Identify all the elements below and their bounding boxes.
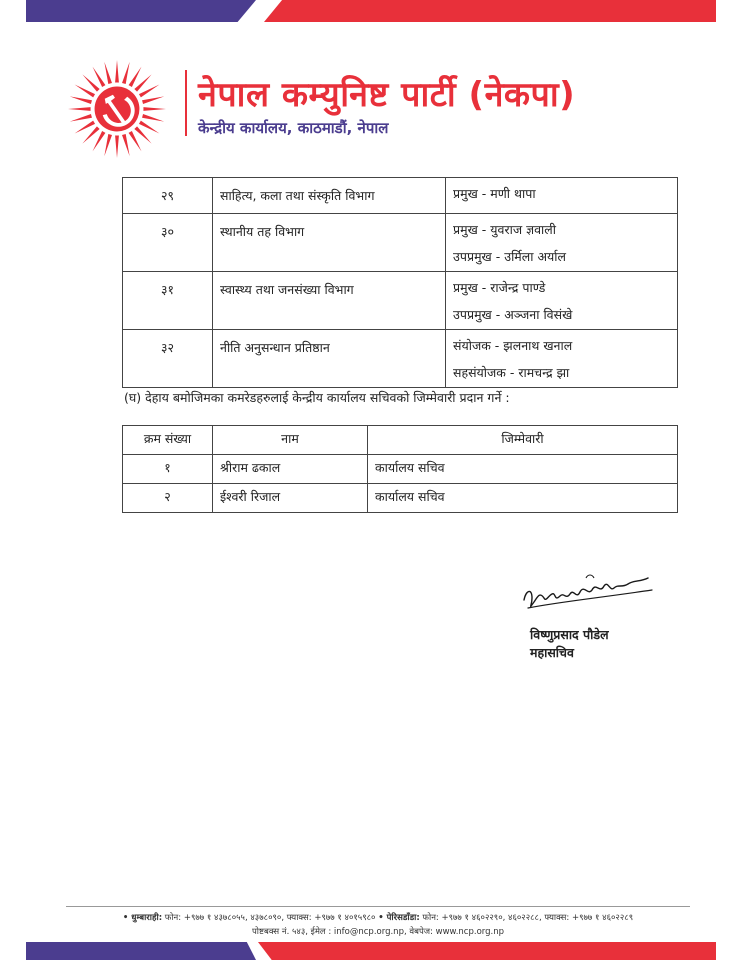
header-divider [185,70,187,136]
sun-ray [104,134,112,156]
sun-ray [70,114,92,122]
secretary-table [122,425,678,513]
header-serial: क्रम संख्या [123,426,213,455]
sun-ray [129,67,142,87]
table-row [123,330,678,388]
sun-ray [115,60,119,83]
department-table [122,177,678,388]
sun-ray [115,135,119,158]
row-number: ३१ [123,272,213,330]
sun-ray [122,134,130,156]
footer-location-1: • धुम्बाराही: [122,913,163,923]
assignees [446,178,678,214]
footer-contact-2: फोन: +९७७ १ ४६०२२९०, ४६०२२८८, फ्याक्स: +९७७ १ ४६०२२८९ [419,913,634,923]
assignee-line: संयोजक - झलनाथ खनाल [453,338,573,353]
sun-ray [75,121,95,134]
top-decorative-bar [26,0,716,22]
row-number: २९ [123,178,213,214]
person-name: ईश्वरी रिजाल [213,484,368,513]
responsibility: कार्यालय सचिव [368,484,678,513]
top-bar-purple-stripe [26,0,256,22]
signatory-title: महासचिव [530,645,574,660]
table-row [123,178,678,214]
table-row [123,455,678,484]
sun-ray [139,121,159,134]
assignee-line: प्रमुख - मणी थापा [453,186,536,201]
assignee-line: प्रमुख - राजेन्द्र पाण्डे [453,280,546,295]
sun-ray [134,126,151,143]
sun-ray [143,107,166,111]
top-bar-red-stripe [264,0,716,22]
handwritten-signature [518,570,656,616]
party-sun-logo-icon [66,58,168,160]
sun-ray [75,85,95,98]
footer-contact-line [66,912,690,923]
assignee-line: प्रमुख - युवराज ज्ञवाली [453,222,556,237]
sun-ray [104,62,112,84]
department-name: साहित्य, कला तथा संस्कृति विभाग [213,178,446,214]
header-responsibility: जिम्मेवारी [368,426,678,455]
row-number: २ [123,484,213,513]
signatory-name: विष्णुप्रसाद पौडेल [530,627,609,642]
table-row [123,214,678,272]
responsibility: कार्यालय सचिव [368,455,678,484]
sun-ray [68,107,91,111]
assignees [446,272,678,330]
row-number: ३२ [123,330,213,388]
department-name: नीति अनुसन्धान प्रतिष्ठान [213,330,446,388]
row-number: ३० [123,214,213,272]
sun-ray [93,131,106,151]
table-row [123,272,678,330]
bottom-decorative-bar [26,942,716,960]
person-name: श्रीराम ढकाल [213,455,368,484]
table-row [123,484,678,513]
section-intro-text: (घ) देहाय बमोजिमका कमरेडहरुलाई केन्द्रीय कार्यालय सचिवको जिम्मेवारी प्रदान गर्ने : [124,390,510,405]
sun-ray [129,131,142,151]
footer-location-2: • पेरिसडाँडा: [378,913,420,923]
sun-ray [82,74,99,91]
assignee-line: उपप्रमुख - अञ्जना विसंखे [453,307,573,322]
footer-divider [66,906,690,907]
table-header-row [123,426,678,455]
footer-email-web: पोष्टबक्स नं. ५४३, ईमेल : info@ncp.org.np, वेबपेज: www.ncp.org.np [251,927,505,937]
sun-ray [93,67,106,87]
sun-ray [142,96,164,104]
department-name: स्थानीय तह विभाग [213,214,446,272]
assignee-line: उपप्रमुख - उर्मिला अर्याल [453,249,566,264]
bottom-bar-red-stripe [258,942,716,960]
header-name: नाम [213,426,368,455]
assignees [446,214,678,272]
row-number: १ [123,455,213,484]
sun-ray [134,74,151,91]
sun-ray [139,85,159,98]
sun-ray [122,62,130,84]
assignee-line: सहसंयोजक - रामचन्द्र झा [453,365,570,380]
sun-ray [70,96,92,104]
department-name: स्वास्थ्य तथा जनसंख्या विभाग [213,272,446,330]
sun-ray [82,126,99,143]
party-name-heading: नेपाल कम्युनिष्ट पार्टी (नेकपा) [198,75,576,115]
sun-ray [142,114,164,122]
assignees [446,330,678,388]
footer-contact-1: फोन: +९७७ १ ४३७८०५५, ४३७८०९०, फ्याक्स: +९७७ १ ४०१५९८० [162,913,379,923]
office-address: केन्द्रीय कार्यालय, काठमाडौं, नेपाल [198,119,389,137]
bottom-bar-purple-stripe [26,942,256,960]
